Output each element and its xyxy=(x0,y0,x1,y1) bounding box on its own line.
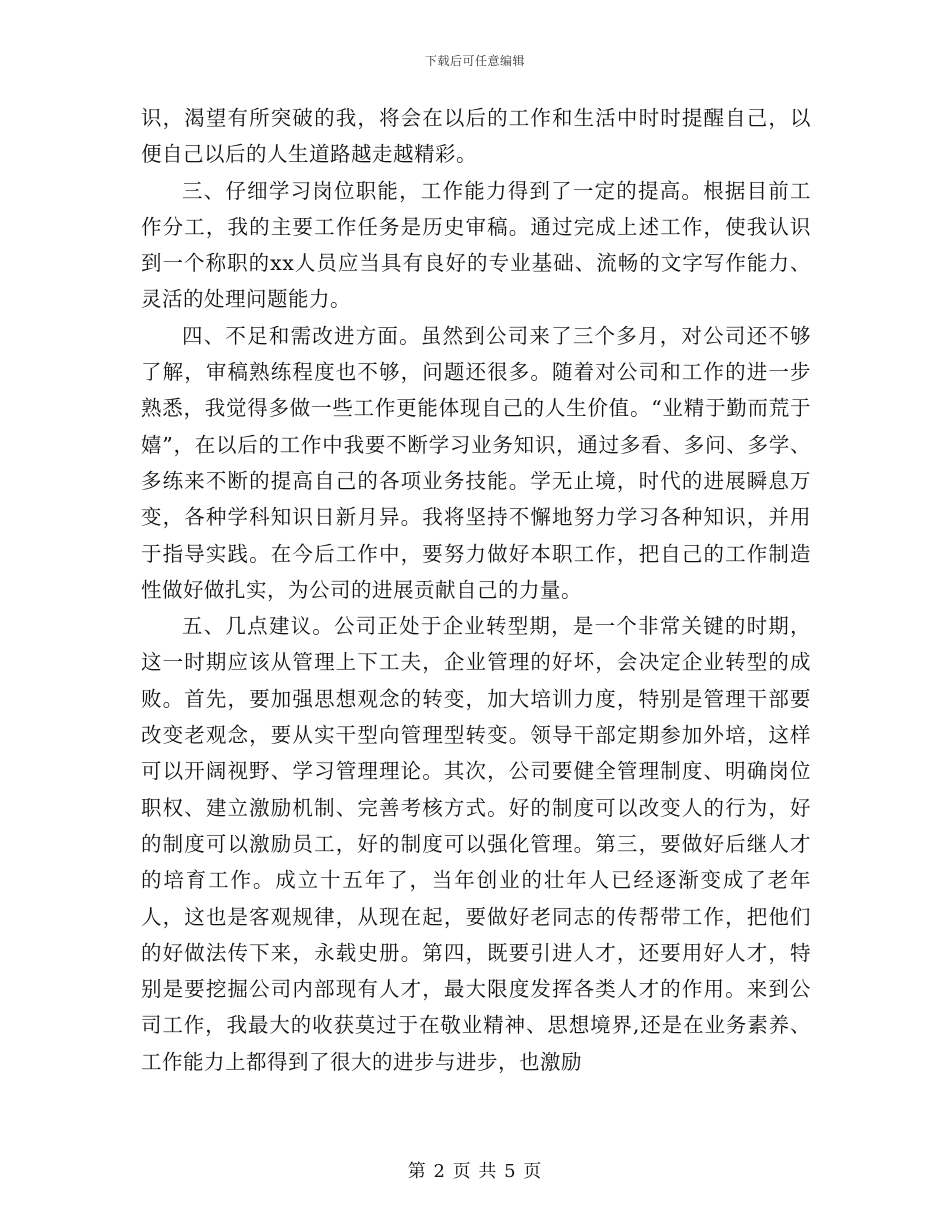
paragraph-continuation: 识，渴望有所突破的我，将会在以后的工作和生活中时时提醒自己，以便自己以后的人生道路越走越精彩。 xyxy=(141,106,811,167)
paragraph-section-3: 三、仔细学习岗位职能，工作能力得到了一定的提高。根据目前工作分工，我的主要工作任务是历史审稿。通过完成上述工作，使我认识到一个称职的xx人员应当具有良好的专业基础、流畅的文字写作能力、灵活的处理问题能力。 xyxy=(141,178,811,312)
document-body xyxy=(141,100,811,1080)
paragraph-section-5: 五、几点建议。公司正处于企业转型期，是一个非常关键的时期，这一时期应该从管理上下工夫，企业管理的好坏，会决定企业转型的成败。首先，要加强思想观念的转变，加大培训力度，特别是管理干部要改变老观念，要从实干型向管理型转变。领导干部定期参加外培，这样可以开阔视野、学习管理理论。其次，公司要健全管理制度、明确岗位职权、建立激励机制、完善考核方式。好的制度可以改变人的行为，好的制度可以激励员工，好的制度可以强化管理。第三，要做好后继人才的培育工作。成立十五年了，当年创业的壮年人已经逐渐变成了老年人，这也是客观规律，从现在起，要做好老同志的传帮带工作，把他们的好做法传下来，永载史册。第四，既要引进人才，还要用好人才，特别是要挖掘公司内部现有人才，最大限度发挥各类人才的作用。来到公司工作，我最大的收获莫过于在敬业精神、思想境界,还是在业务素养、工作能力上都得到了很大的进步与进步，也激励 xyxy=(141,614,811,1074)
page-number-footer: 第 2 页 共 5 页 xyxy=(407,1161,543,1182)
paragraph-section-4: 四、不足和需改进方面。虽然到公司来了三个多月，对公司还不够了解，审稿熟练程度也不够，问题还很多。随着对公司和工作的进一步熟悉，我觉得多做一些工作更能体现自己的人生价值。“业精于勤而荒于嬉”，在以后的工作中我要不断学习业务知识，通过多看、多问、多学、多练来不断的提高自己的各项业务技能。学无止境，时代的进展瞬息万变，各种学科知识日新月异。我将坚持不懈地努力学习各种知识，并用于指导实践。在今后工作中，要努力做好本职工作，把自己的工作制造性做好做扎实，为公司的进展贡献自己的力量。 xyxy=(141,323,811,602)
page-header: 下载后可任意编辑 xyxy=(424,54,525,68)
